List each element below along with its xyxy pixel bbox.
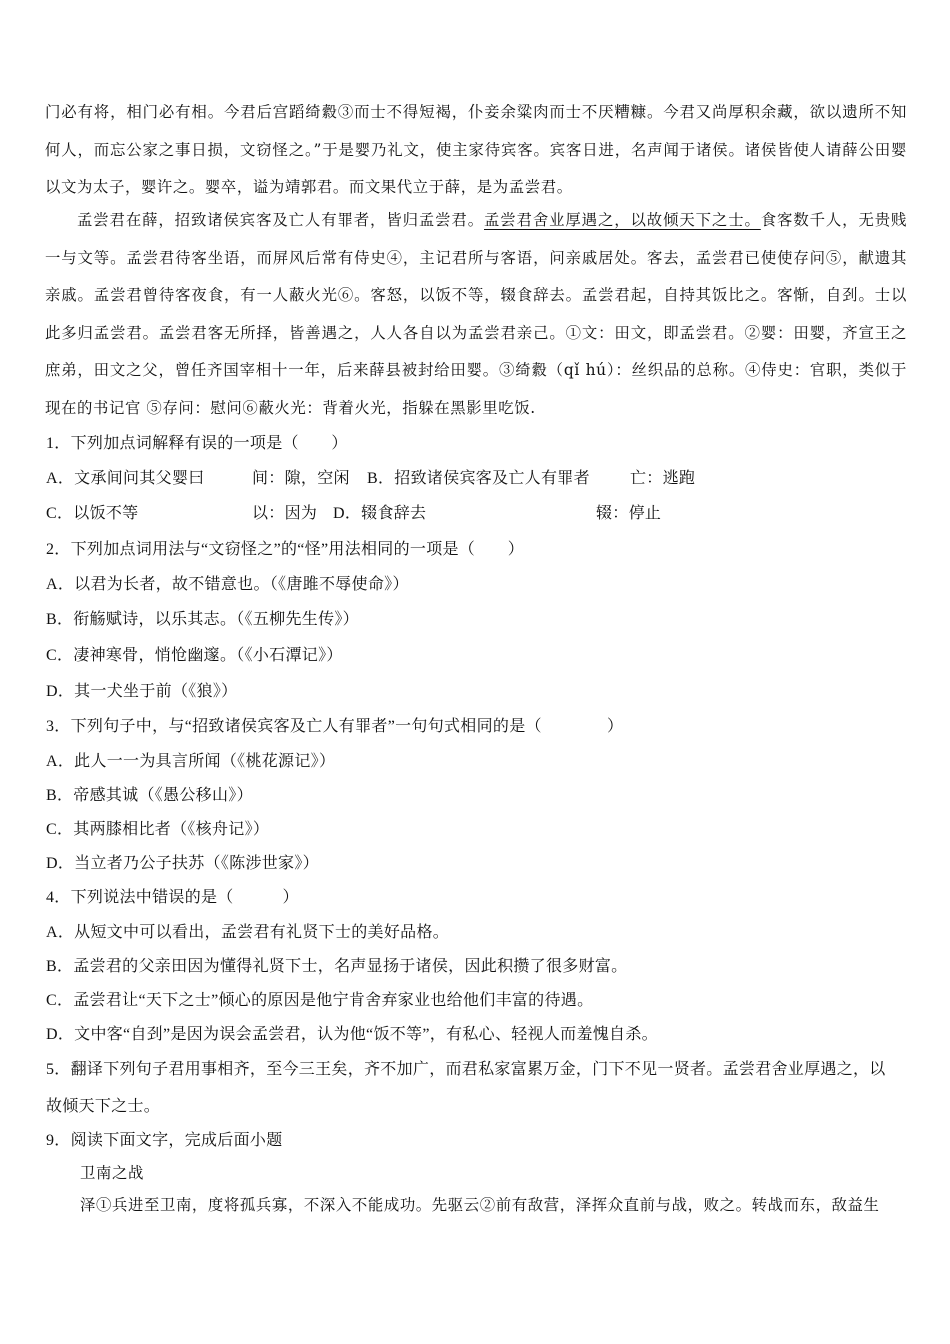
q3-option-d: D．当立者乃公子扶苏（《陈涉世家》）	[46, 855, 319, 872]
q3-option-b: B．帝感其诚（《愚公移山》）	[46, 787, 253, 804]
q2-option-c: C．凄神寒骨，悄怆幽邃。（《小石潭记》）	[46, 647, 343, 664]
q1-option-c-gloss: 以：因为	[252, 505, 318, 522]
q1-option-b-gloss: 亡：逃跑	[630, 470, 696, 487]
q4-option-a: A．从短文中可以看出，孟尝君有礼贤下士的美好品格。	[46, 924, 450, 941]
q1-option-d-sentence: D．辍食辞去	[333, 505, 427, 522]
section-9-stem: 9．阅读下面文字，完成后面小题	[46, 1132, 283, 1149]
q3-option-a: A．此人一一为具言所闻（《桃花源记》）	[46, 753, 336, 770]
q2-option-b: B．衔觞赋诗，以乐其志。（《五柳先生传》）	[46, 611, 359, 628]
question-3-stem: 3．下列句子中，与“招致诸侯宾客及亡人有罪者”一句句式相同的是（ ）	[46, 718, 624, 735]
q4-option-d: D．文中客“自刭”是因为误会孟尝君，认为他“饭不等”，有私心、轻视人而羞愧自杀。	[46, 1026, 658, 1043]
paragraph-2-opening: 孟尝君在薛，招致诸侯宾客及亡人有罪者，皆归孟尝君。	[77, 211, 484, 229]
passage-paragraph-2	[45, 202, 907, 427]
paragraph-2-body: 食客数千人，无贵贱一与文等。孟尝君待客坐语，而屏风后常有侍史④，主记君所与客语，问亲戚居处。客去，孟尝君已使使存问⑤，献遗其亲戚。孟尝君曾待客夜食，有一人蔽火光⑥。客怒，以饭不等，辍食辞去。孟尝君起，自持其饭比之。客惭，自刭。士以此多归孟尝君。孟尝君客无所择，皆善遇之，人人各自以为孟尝君亲己。①文：田文，即孟尝君。②婴：田婴，齐宣王之庶弟，田文之父，曾任齐国宰相十一年，后来薛县被封给田婴。③绮縠（qǐ hú）：丝织品的总称。④侍史：官职，类似于现在的书记官 ⑤存问：慰问⑥蔽火光：背着火光，指躲在黑影里吃饭.	[45, 211, 907, 417]
q4-option-b: B．孟尝君的父亲田因为懂得礼贤下士，名声显扬于诸侯，因此积攒了很多财富。	[46, 958, 628, 975]
question-5-line-1: 5．翻译下列句子君用事相齐，至今三王矣，齐不加广，而君私家富累万金，门下不见一贤者。孟尝君舍业厚遇之，以	[46, 1061, 886, 1078]
question-4-stem: 4．下列说法中错误的是（ ）	[46, 889, 299, 906]
q1-option-c-sentence: C．以饭不等	[46, 505, 139, 522]
section-9-title: 卫南之战	[80, 1164, 144, 1182]
q2-option-a: A．以君为长者，故不错意也。（《唐雎不辱使命》）	[46, 576, 409, 593]
q1-option-a-sentence: A．文承间问其父婴曰	[46, 470, 205, 487]
question-5-line-2: 故倾天下之士。	[46, 1098, 161, 1115]
q1-option-b-sentence: B．招致诸侯宾客及亡人有罪者	[367, 470, 590, 487]
q1-option-a-gloss: 间：隙，空闲	[252, 470, 350, 487]
q4-option-c: C．孟尝君让“天下之士”倾心的原因是他宁肯舍弃家业也给他们丰富的待遇。	[46, 992, 594, 1009]
question-1-stem: 1．下列加点词解释有误的一项是（ ）	[46, 435, 348, 452]
q1-option-d-gloss: 辍：停止	[596, 505, 662, 522]
question-2-stem: 2．下列加点词用法与“文窃怪之”的“怪”用法相同的一项是（ ）	[46, 541, 525, 558]
underlined-sentence: 孟尝君舍业厚遇之，以故倾天下之士。	[484, 211, 761, 229]
section-9-text: 泽①兵进至卫南，度将孤兵寡，不深入不能成功。先驱云②前有敌营，泽挥众直前与战，败之。转战而东，敌益生	[80, 1196, 880, 1214]
passage-paragraph-1: 门必有将，相门必有相。今君后宫蹈绮縠③而士不得短褐，仆妾余粱肉而士不厌糟糠。今君又尚厚积余藏，欲以遗所不知何人，而忘公家之事日损，文窃怪之。”于是婴乃礼文，使主家待宾客。宾客日进，名声闻于诸侯。诸侯皆使人请薛公田婴以文为太子，婴许之。婴卒，谥为靖郭君。而文果代立于薛，是为孟尝君。	[45, 103, 907, 196]
q3-option-c: C．其两膝相比者（《核舟记》）	[46, 821, 270, 838]
q2-option-d: D．其一犬坐于前（《狼》）	[46, 683, 238, 700]
